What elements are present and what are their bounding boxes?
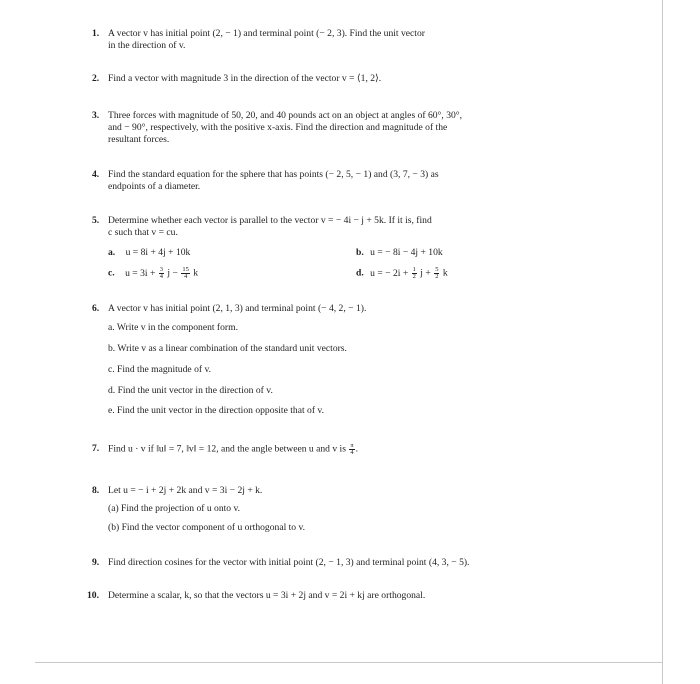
subpart-label: c. xyxy=(108,267,115,279)
subpart-e: e. Find the unit vector in the direction opposite that of v. xyxy=(108,405,324,416)
problem-text-line: Determine whether each vector is parallel to the vector v = − 4i − j + 5k. If it is, find xyxy=(108,215,432,226)
subpart-d xyxy=(356,267,448,280)
subpart-text: u = 8i + 4j + 10k xyxy=(125,247,191,258)
problem-text-line: Determine a scalar, k, so that the vectors u = 3i + 2j and v = 2i + kj are orthogonal. xyxy=(108,590,426,601)
subpart-c: c. Find the magnitude of v. xyxy=(108,364,212,375)
fraction: $\frac{15}{4}$ xyxy=(182,266,189,280)
subpart-c xyxy=(108,267,198,280)
problem-text-line xyxy=(108,443,532,456)
subpart-text: u = − 8i − 4j + 10k xyxy=(370,247,443,258)
subpart-label: b. xyxy=(356,247,364,258)
subpart-text: j − xyxy=(167,267,178,279)
subpart-b xyxy=(356,247,443,259)
problem-text-line: and − 90°, respectively, with the positive x-axis. Find the direction and magnitude of the xyxy=(108,122,448,133)
subpart-label: a. xyxy=(108,247,116,258)
problem-text: Find u · v if ‖u‖ = 7, ‖v‖ = 12, and the angle between u and v is xyxy=(108,443,346,455)
problem-text-line: endpoints of a diameter. xyxy=(108,181,201,192)
fraction: $\frac{\pi}{4}$ xyxy=(350,442,354,456)
problem-number: 4. xyxy=(92,169,100,180)
subpart-text: u = − 2i + xyxy=(370,267,409,279)
subpart-a: a. Write v in the component form. xyxy=(108,322,238,333)
problem-number: 8. xyxy=(92,485,100,496)
problem-number: 10. xyxy=(87,590,99,601)
fraction: $\frac{5}{2}$ xyxy=(435,266,439,280)
subpart-a: (a) Find the projection of u onto v. xyxy=(108,503,241,514)
problem-number: 1. xyxy=(92,28,100,39)
subpart-text: j + xyxy=(420,267,431,279)
subpart-label: d. xyxy=(356,267,364,279)
problem-text-line: Find the standard equation for the sphere that has points (− 2, 5, − 1) and (3, 7, − 3) as xyxy=(108,169,439,180)
problem-number: 9. xyxy=(92,557,100,568)
fraction: $\frac{3}{4}$ xyxy=(159,266,164,280)
problem-text-line: A vector v has initial point (2, 1, 3) and terminal point (− 4, 2, − 1). xyxy=(108,303,367,314)
problem-text-line: c such that v = cu. xyxy=(108,227,178,238)
problem-number: 6. xyxy=(92,303,100,314)
subpart-text: k xyxy=(193,267,199,279)
subpart-a xyxy=(108,247,190,259)
problem-text: . xyxy=(355,443,359,455)
problem-text-line: resultant forces. xyxy=(108,134,170,145)
problem-number: 7. xyxy=(92,443,100,454)
problem-text-line: Find direction cosines for the vector with initial point (2, − 1, 3) and terminal point (4, 3, − 5). xyxy=(108,557,470,568)
problem-text-line: in the direction of v. xyxy=(108,40,186,51)
subpart-text: u = 3i + xyxy=(125,267,156,279)
problem-text-line: Three forces with magnitude of 50, 20, and 40 pounds act on an object at angles of 60°, 30°, xyxy=(108,110,463,121)
problem-text-line: A vector v has initial point (2, − 1) and terminal point (− 2, 3). Find the unit vector xyxy=(108,28,425,39)
fraction: $\frac{1}{2}$ xyxy=(412,266,416,280)
problem-number: 5. xyxy=(92,215,100,226)
problem-number: 2. xyxy=(92,73,100,84)
subpart-d: d. Find the unit vector in the direction of v. xyxy=(108,385,273,396)
subpart-b: b. Write v as a linear combination of the standard unit vectors. xyxy=(108,343,347,354)
subpart-text: k xyxy=(442,267,448,279)
subpart-b: (b) Find the vector component of u orthogonal to v. xyxy=(108,522,306,533)
problem-number: 3. xyxy=(92,110,100,121)
problem-text-line: Let u = − i + 2j + 2k and v = 3i − 2j + k. xyxy=(108,485,263,496)
problem-text-line: Find a vector with magnitude 3 in the direction of the vector v = ⟨1, 2⟩. xyxy=(108,73,382,84)
